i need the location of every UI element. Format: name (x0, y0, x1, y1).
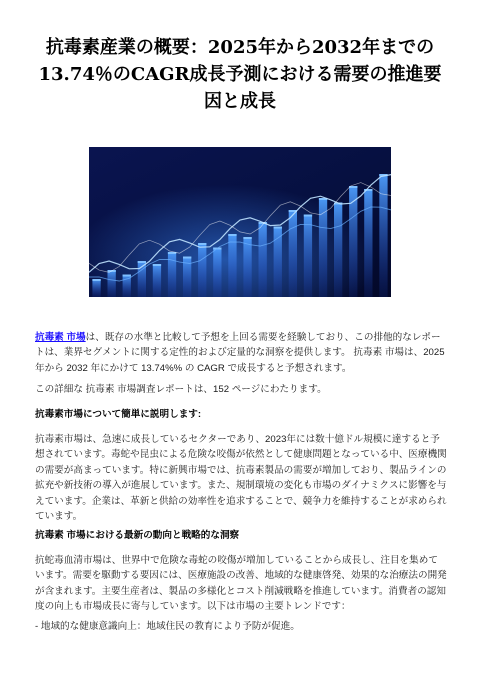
hero-bar (334, 203, 342, 298)
market-link[interactable]: 抗毒素 市場 (35, 332, 86, 343)
hero-bar (304, 215, 312, 298)
hero-bar-cap (274, 227, 282, 229)
bullet-item: - 地域的な健康意識向上：地域住民の教育により予防が促進。 (35, 621, 300, 632)
hero-chart-illustration (89, 147, 391, 297)
hero-bar-cap (228, 234, 236, 236)
hero-bar (108, 270, 116, 297)
hero-bar-cap (153, 264, 161, 266)
report-pages-text: この詳細な 抗毒素 市場調査レポートは、152 ページにわたります。 (35, 384, 327, 395)
hero-bar (213, 248, 221, 298)
hero-bar-cap (138, 261, 146, 263)
section-heading-trends: 抗毒素 市場における最新の動向と戦略的な洞察 (35, 530, 240, 541)
hero-bar-cap (243, 237, 251, 239)
section-heading-overview: 抗毒素市場について簡単に説明します: (35, 409, 202, 420)
hero-bar (379, 174, 387, 297)
hero-bar (243, 237, 251, 297)
hero-bar (168, 252, 176, 297)
hero-bar-cap (183, 257, 191, 259)
hero-bar-cap (123, 275, 131, 277)
hero-bar (228, 234, 236, 297)
intro-paragraph (35, 330, 447, 376)
hero-bar (92, 279, 100, 297)
hero-bar-cap (304, 215, 312, 217)
hero-bar (274, 227, 282, 298)
hero-bar-cap (92, 279, 100, 281)
hero-bar (289, 210, 297, 297)
document-title: 抗毒素産業の概要：2025年から2032年までの13.74％のCAGR成長予測における需要の推進要因と成長 (38, 37, 442, 112)
hero-image (89, 147, 391, 297)
hero-bar (153, 264, 161, 297)
section-body-overview: 抗毒素市場は、急速に成長しているセクターであり、2023年には数十億ドル規模に達すると予想されています。毒蛇や昆虫による危険な咬傷が依然として健康問題となっている中、医療機関の需要が高まっています。特に新興市場では、抗毒素製品の需要が増加しており、製品ラインの拡充や新技術の導入が進展しています。また、規制環境の変化も市場のダイナミクスに影響を与えています。企業は、革新と供給の効率性を追求することで、競争力を維持することが求められています。 (35, 434, 447, 523)
section-body-trends: 抗蛇毒血清市場は、世界中で危険な毒蛇の咬傷が増加していることから成長し、注目を集めています。需要を駆動する要因には、医療施設の改善、地域的な健康啓発、効果的な治療法の開発が含まれます。主要生産者は、製品の多様化とコスト削減戦略を推進しています。消費者の認知度の向上も市場成長に寄与しています。以下は市場の主要トレンドです： (35, 555, 447, 613)
hero-bar (198, 243, 206, 297)
hero-bar (364, 189, 372, 297)
hero-bar-cap (198, 243, 206, 245)
hero-bar (349, 186, 357, 297)
hero-bar (259, 222, 267, 297)
intro-text: は、既存の水準と比較して予想を上回る需要を経験しており、この排他的なレポートは、業界セグメントに関する定性的および定量的な洞察を提供します。 抗毒素 市場は、2025 年から 2032 年にかけて 13.74%% の CAGR で成長すると予想されます。 (35, 332, 445, 374)
